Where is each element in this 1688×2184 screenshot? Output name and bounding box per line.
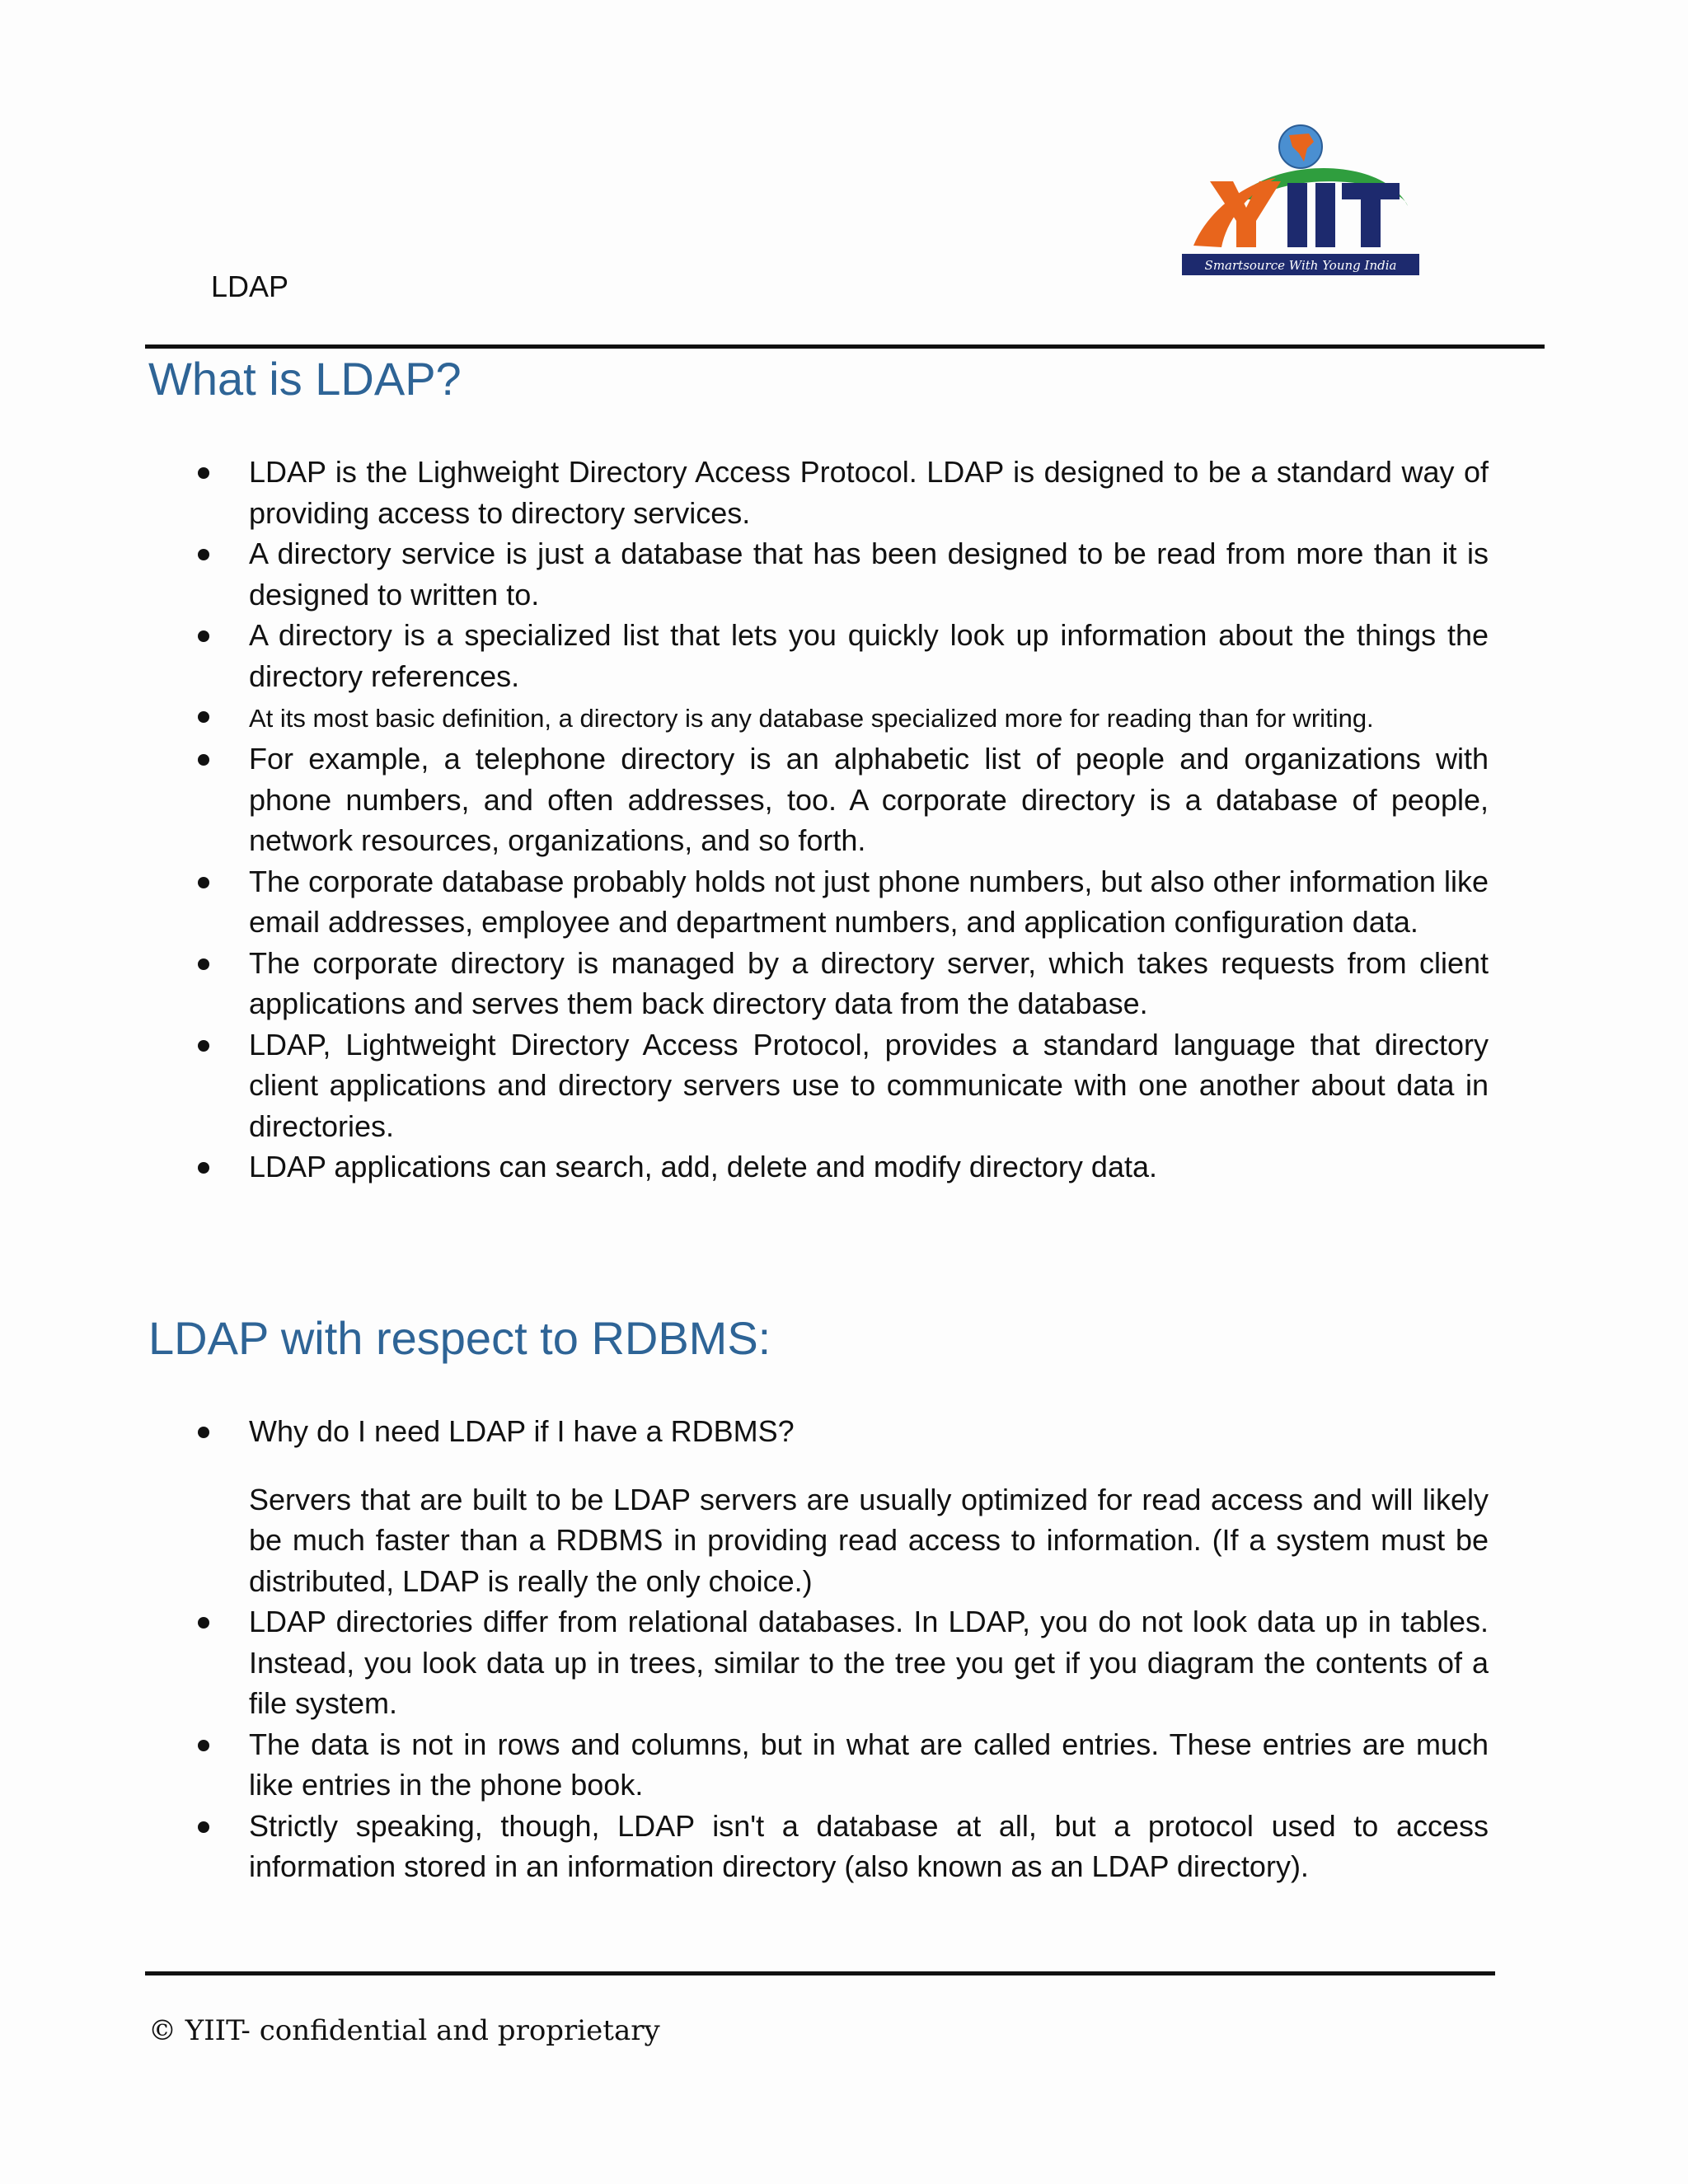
what-is-ldap-list	[198, 452, 1489, 1188]
bullet-icon	[198, 1821, 209, 1833]
bullet-icon	[198, 1162, 209, 1174]
section-title-what-is-ldap: What is LDAP?	[148, 353, 462, 405]
bullet-icon	[198, 1427, 209, 1438]
list-item: LDAP directories differ from relational databases. In LDAP, you do not look data up in tables. Instead, you look data up in trees, similar to the tree you get if you diagram the contents of a file system.	[198, 1601, 1489, 1724]
section-title-ldap-vs-rdbms: LDAP with respect to RDBMS:	[148, 1312, 771, 1364]
list-item: A directory is a specialized list that lets you quickly look up information about the things the directory references.	[198, 615, 1489, 696]
logo-letter-t	[1342, 183, 1400, 247]
bullet-icon	[198, 1617, 209, 1629]
page-header-label: LDAP	[211, 269, 289, 303]
list-item: A directory service is just a database that has been designed to be read from more than it is designed to written to.	[198, 533, 1489, 615]
header-divider	[145, 344, 1545, 349]
ldap-vs-rdbms-list	[198, 1411, 1489, 1887]
list-item: At its most basic definition, a directory is any database specialized more for reading than for writing.	[198, 696, 1489, 738]
bullet-icon	[198, 549, 209, 560]
list-item: Why do I need LDAP if I have a RDBMS? Servers that are built to be LDAP servers are usually optimized for read access and will likely be much faster than a RDBMS in providing read access to information. (If a system must be distributed, LDAP is really the only choice.)	[198, 1411, 1489, 1601]
bullet-icon	[198, 467, 209, 479]
answer-paragraph: Servers that are built to be LDAP servers are usually optimized for read access and will likely be much faster than a RDBMS in providing read access to information. (If a system must be distributed, LDAP is really the only choice.)	[249, 1482, 1489, 1598]
logo-tagline: Smartsource With Young India	[1204, 258, 1397, 273]
list-item: LDAP is the Lighweight Directory Access Protocol. LDAP is designed to be a standard way of providing access to directory services.	[198, 452, 1489, 533]
list-item: The corporate directory is managed by a directory server, which takes requests from client applications and serves them back directory data from the database.	[198, 943, 1489, 1024]
yiit-logo	[1177, 124, 1424, 280]
footer-divider	[145, 1971, 1495, 1975]
list-item: For example, a telephone directory is an alphabetic list of people and organizations with phone numbers, and often addresses, too. A corporate directory is a database of people, network resources, organizations, and so forth.	[198, 738, 1489, 861]
bullet-icon	[198, 630, 209, 642]
list-item: Strictly speaking, though, LDAP isn't a database at all, but a protocol used to access information stored in an information directory (also known as an LDAP directory).	[198, 1806, 1489, 1887]
logo-letter-i2	[1315, 183, 1335, 247]
bullet-icon	[198, 1040, 209, 1052]
bullet-icon	[198, 958, 209, 970]
bullet-icon	[198, 877, 209, 888]
bullet-icon	[198, 754, 209, 766]
list-item: The corporate database probably holds not just phone numbers, but also other information like email addresses, employee and department numbers, and application configuration data.	[198, 861, 1489, 943]
logo-letter-i1	[1287, 183, 1307, 247]
bullet-icon	[198, 711, 209, 723]
list-item: LDAP applications can search, add, delete and modify directory data.	[198, 1146, 1489, 1188]
list-item: LDAP, Lightweight Directory Access Protocol, provides a standard language that directory client applications and directory servers use to communicate with one another about data in directories.	[198, 1024, 1489, 1147]
footer-copyright: © YIIT- confidential and proprietary	[148, 2014, 660, 2047]
bullet-icon	[198, 1740, 209, 1751]
list-item: The data is not in rows and columns, but in what are called entries. These entries are much like entries in the phone book.	[198, 1724, 1489, 1806]
